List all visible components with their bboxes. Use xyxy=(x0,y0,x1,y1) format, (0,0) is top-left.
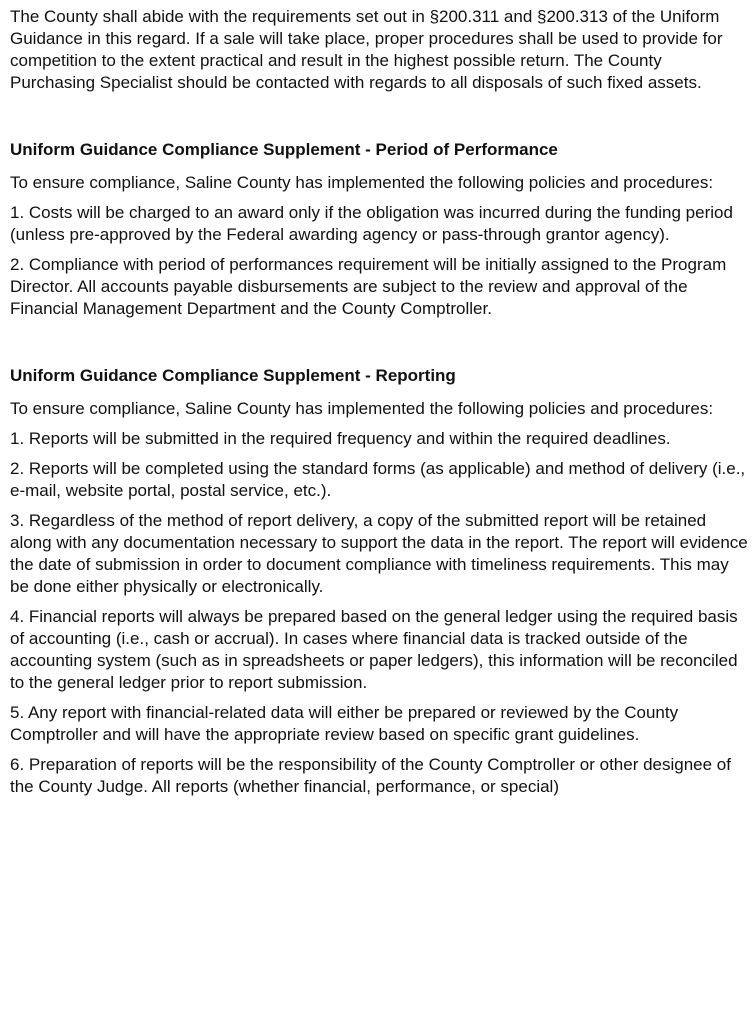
section-intro: To ensure compliance, Saline County has implemented the following policies and procedures: xyxy=(10,173,714,192)
list-item: 2. Compliance with period of performances requirement will be initially assigned to the Program Director. All accounts payable disbursements are subject to the review and approval of the Financial Management Department and the County Comptroller. xyxy=(10,255,727,318)
intro-paragraph: The County shall abide with the requirements set out in §200.311 and §200.313 of the Uniform Guidance in this regard. If a sale will take place, proper procedures shall be used to provide for competition to the extent practical and result in the highest possible return. The County Purchasing Specialist should be contacted with regards to all disposals of such fixed assets. xyxy=(10,7,723,92)
section-heading: Uniform Guidance Compliance Supplement - Reporting xyxy=(10,366,456,385)
list-item: 1. Reports will be submitted in the required frequency and within the required deadlines. xyxy=(10,429,671,448)
list-item: 2. Reports will be completed using the standard forms (as applicable) and method of delivery (i.e., e-mail, website portal, postal service, etc.). xyxy=(10,459,746,500)
section-intro: To ensure compliance, Saline County has implemented the following policies and procedures: xyxy=(10,399,714,418)
document-page xyxy=(10,6,750,798)
section-period-of-performance xyxy=(10,139,750,320)
list-item: 3. Regardless of the method of report delivery, a copy of the submitted report will be retained along with any documentation necessary to support the data in the report. The report will evidence the date of submission in order to document compliance with timeliness requirements. This may be done either physically or electronically. xyxy=(10,511,748,596)
list-item: 5. Any report with financial-related data will either be prepared or reviewed by the County Comptroller and will have the appropriate review based on specific grant guidelines. xyxy=(10,703,679,744)
section-heading: Uniform Guidance Compliance Supplement - Period of Performance xyxy=(10,140,558,159)
list-item: 6. Preparation of reports will be the responsibility of the County Comptroller or other designee of the County Judge. All reports (whether financial, performance, or special) xyxy=(10,755,731,796)
list-item: 4. Financial reports will always be prepared based on the general ledger using the required basis of accounting (i.e., cash or accrual). In cases where financial data is tracked outside of the accounting system (such as in spreadsheets or paper ledgers), this information will be reconciled to the general ledger prior to report submission. xyxy=(10,607,738,692)
list-item: 1. Costs will be charged to an award only if the obligation was incurred during the funding period (unless pre-approved by the Federal awarding agency or pass-through grantor agency). xyxy=(10,203,733,244)
section-reporting xyxy=(10,365,750,798)
